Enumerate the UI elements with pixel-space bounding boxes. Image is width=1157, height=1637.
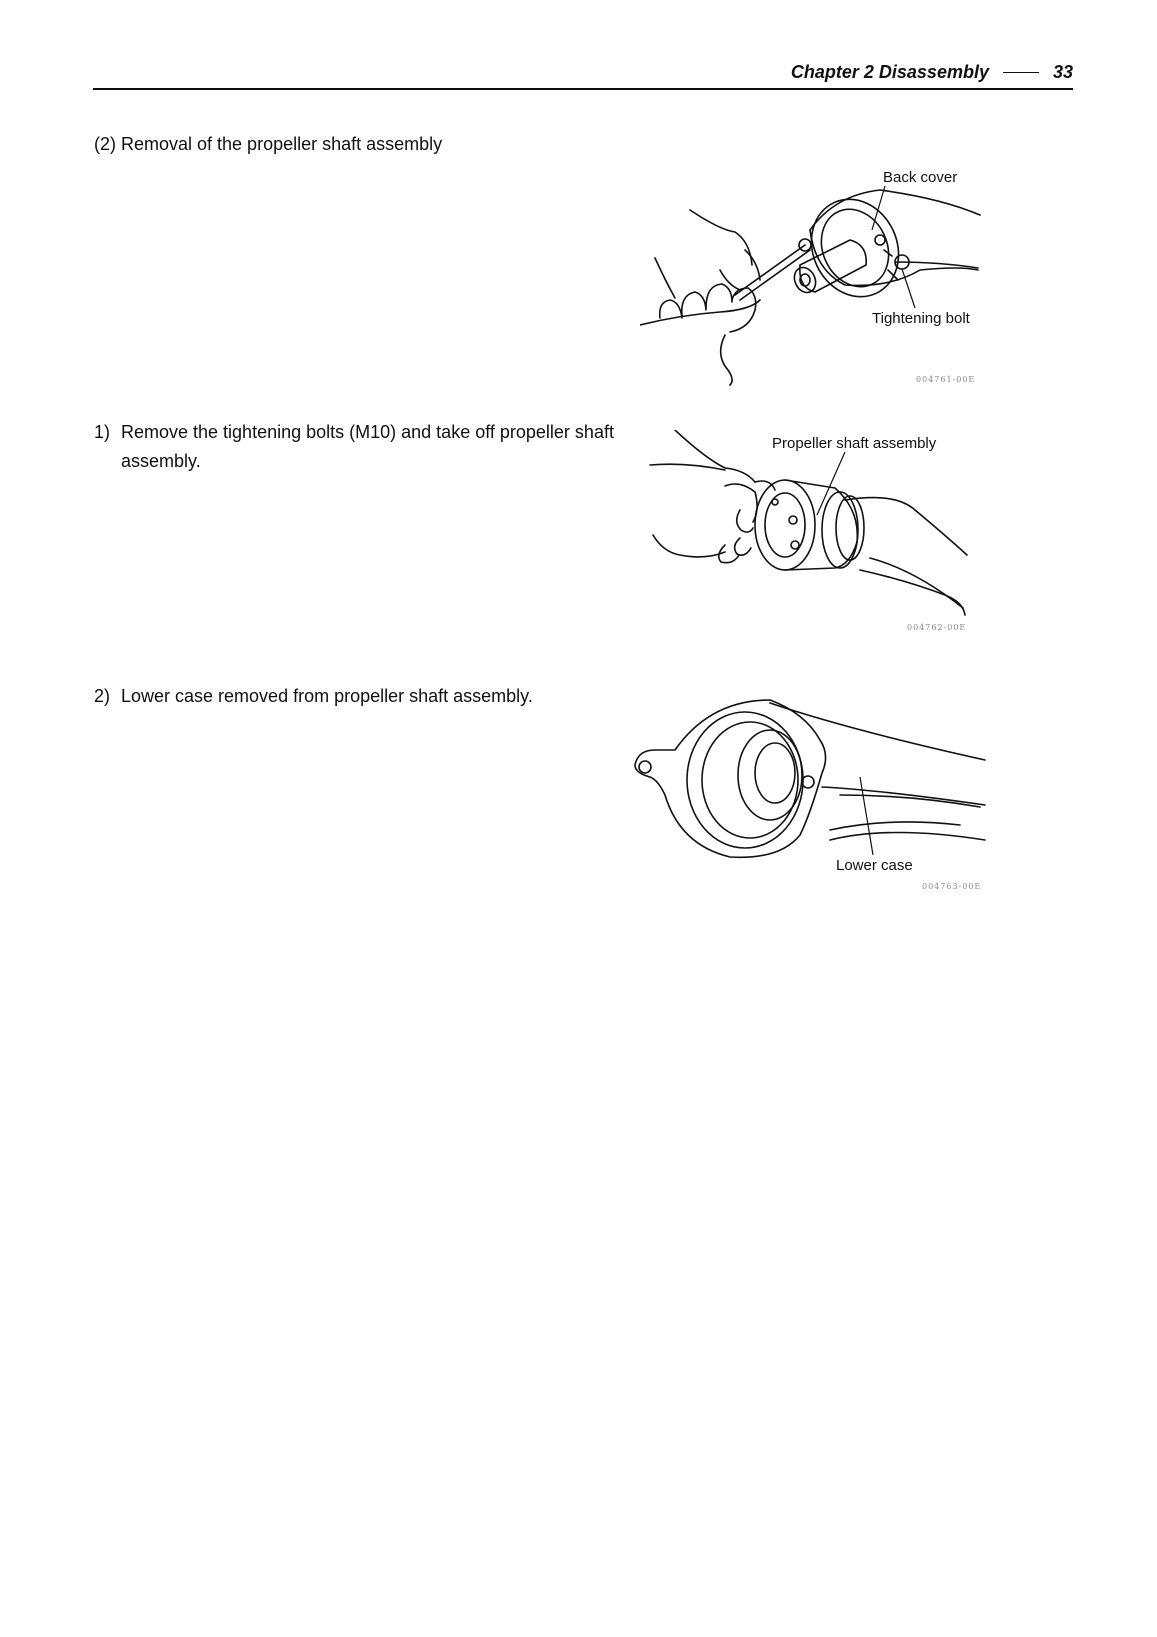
header-right	[791, 62, 1073, 83]
label-lower-case: Lower case	[836, 857, 913, 874]
figure-back-cover	[640, 170, 1020, 395]
figure-propeller-shaft	[645, 430, 975, 640]
step-text: Remove the tightening bolts (M10) and take off propeller shaft assembly.	[121, 422, 614, 471]
step-text: Lower case removed from propeller shaft assembly.	[121, 686, 533, 706]
step-1	[94, 418, 634, 476]
section-title: (2) Removal of the propeller shaft assembly	[94, 134, 443, 154]
back-cover-illustration	[640, 170, 1020, 395]
step-number: 1)	[94, 422, 111, 442]
figure-code: 004761-00E	[916, 375, 976, 384]
figure-code: 004763-00E	[922, 882, 982, 891]
header-dash	[1003, 72, 1039, 73]
step-2	[94, 682, 634, 711]
page-header	[93, 58, 1073, 90]
label-back-cover: Back cover	[883, 169, 958, 186]
label-propeller-shaft: Propeller shaft assembly	[772, 435, 937, 452]
chapter-title: Chapter 2 Disassembly	[790, 62, 989, 82]
figure-code: 004762-00E	[907, 623, 967, 632]
step-number: 2)	[94, 686, 111, 706]
figure-lower-case	[630, 695, 990, 895]
propeller-shaft-illustration	[645, 430, 975, 640]
page-number: 33	[1052, 62, 1073, 82]
lower-case-illustration	[630, 695, 990, 895]
label-tightening-bolt: Tightening bolt	[872, 310, 970, 327]
